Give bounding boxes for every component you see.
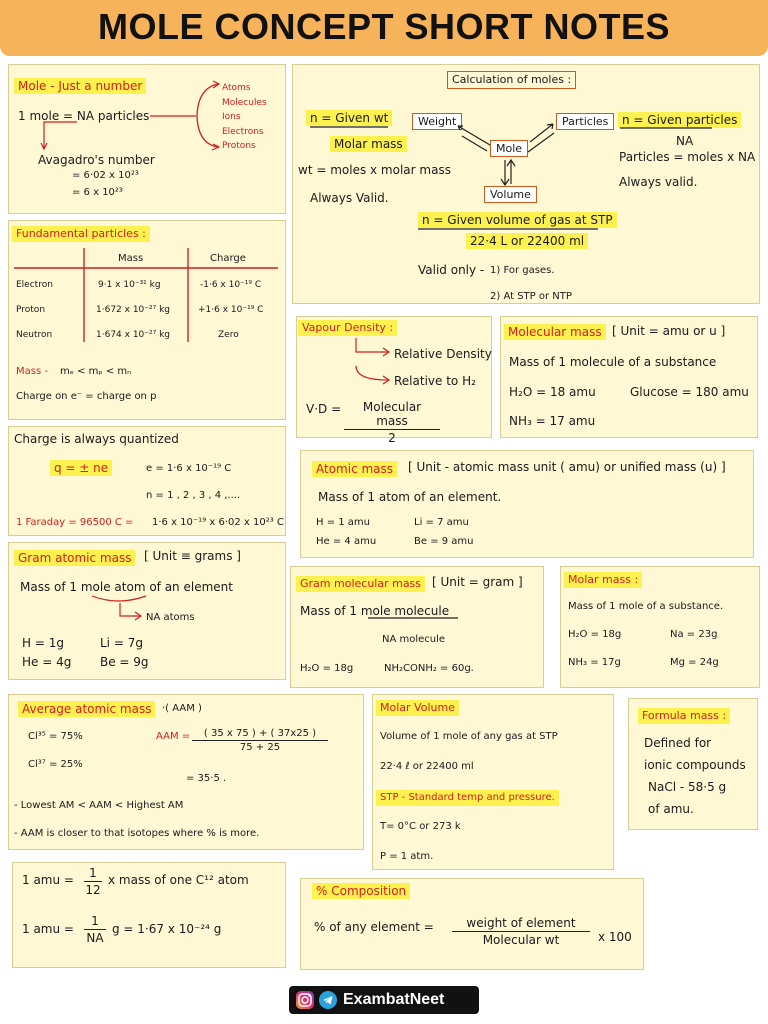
amu-line1-rhs: x mass of one C¹² atom bbox=[108, 873, 249, 887]
formula-mass-line3: NaCl - 58·5 g bbox=[648, 780, 727, 794]
vd-denominator: 2 bbox=[388, 431, 396, 445]
stp-pressure: P = 1 atm. bbox=[380, 851, 434, 862]
molar-volume-box bbox=[372, 694, 614, 870]
formula-mass-line4: of amu. bbox=[648, 802, 694, 816]
charge-heading: Charge is always quantized bbox=[14, 432, 179, 446]
amu-line2-num: 1 bbox=[84, 914, 106, 930]
charge-note: Charge on e⁻ = charge on p bbox=[16, 391, 157, 402]
percent-composition-heading: % Composition bbox=[312, 883, 410, 899]
always-valid-weight: Always Valid. bbox=[310, 191, 389, 205]
calculation-heading: Calculation of moles : bbox=[447, 71, 576, 89]
vd-formula-lhs: V·D = bbox=[306, 402, 342, 416]
row-proton-mass: 1·672 x 10⁻²⁷ kg bbox=[96, 305, 171, 315]
vd-relative-density: Relative Density bbox=[394, 347, 492, 361]
amu-line2-fraction bbox=[84, 914, 106, 945]
gram-molecular-mass-na: NA molecule bbox=[382, 634, 446, 645]
mass-order-label: Mass - bbox=[16, 366, 48, 377]
molar-mass-definition: Mass of 1 mole of a substance. bbox=[568, 601, 724, 612]
molar-mass-nh3: NH₃ = 17g bbox=[568, 657, 621, 668]
chlorine-37: Cl³⁷ = 25% bbox=[28, 759, 83, 770]
fundamental-heading: Fundamental particles : bbox=[12, 226, 150, 242]
gram-molecular-mass-heading: Gram molecular mass bbox=[296, 576, 425, 592]
gram-molecular-mass-definition: Mass of 1 mole molecule bbox=[300, 604, 450, 618]
aam-note-closer: - AAM is closer to that isotopes where % is more. bbox=[14, 828, 260, 839]
amu-line1-den: 12 bbox=[85, 883, 101, 897]
molecular-mass-h2o: H₂O = 18 amu bbox=[509, 385, 596, 399]
row-neutron-name: Neutron bbox=[16, 330, 53, 340]
gram-atomic-mass-h: H = 1g bbox=[22, 636, 64, 650]
amu-line1-fraction bbox=[84, 866, 102, 897]
weight-formula-num: n = Given wt bbox=[306, 110, 392, 126]
molecular-mass-nh3: NH₃ = 17 amu bbox=[509, 414, 596, 428]
column-charge: Charge bbox=[210, 253, 246, 264]
aam-denominator: 75 + 25 bbox=[239, 742, 281, 753]
avogadro-value-approx: = 6 x 10²³ bbox=[72, 187, 123, 198]
percent-composition-numerator: weight of element bbox=[452, 916, 590, 932]
page-title: MOLE CONCEPT SHORT NOTES bbox=[97, 6, 671, 47]
molar-mass-h2o: H₂O = 18g bbox=[568, 629, 622, 640]
particle-molecules: Molecules bbox=[222, 98, 267, 108]
atomic-mass-unit: [ Unit - atomic mass unit ( amu) or unified mass (u) ] bbox=[408, 460, 726, 474]
molecular-mass-glucose: Glucose = 180 amu bbox=[630, 385, 749, 399]
gas-formula-num: n = Given volume of gas at STP bbox=[418, 212, 617, 228]
amu-line1-num: 1 bbox=[84, 866, 102, 882]
gram-molecular-mass-h2o: H₂O = 18g bbox=[300, 663, 354, 674]
gram-atomic-mass-definition: Mass of 1 mole atom of an element bbox=[20, 580, 233, 594]
aam-note-range: - Lowest AM < AAM < Highest AM bbox=[14, 800, 184, 811]
condition-gases: 1) For gases. bbox=[490, 265, 555, 276]
gram-atomic-mass-be: Be = 9g bbox=[100, 655, 149, 669]
node-particles: Particles bbox=[556, 113, 614, 130]
particles-formula-den: NA bbox=[676, 134, 694, 148]
particle-ions: Ions bbox=[222, 112, 241, 122]
weight-formula-den: Molar mass bbox=[330, 136, 407, 152]
gram-molecular-mass-unit: [ Unit = gram ] bbox=[432, 575, 523, 589]
molar-volume-value: 22·4 ℓ or 22400 ml bbox=[380, 761, 474, 772]
condition-stp: 2) At STP or NTP bbox=[490, 291, 572, 302]
row-electron-name: Electron bbox=[16, 280, 53, 290]
always-valid-particles: Always valid. bbox=[619, 175, 698, 189]
mass-order-value: mₑ < mₚ < mₙ bbox=[60, 366, 132, 377]
molar-volume-heading: Molar Volume bbox=[376, 700, 459, 716]
node-weight: Weight bbox=[412, 113, 462, 130]
gram-atomic-mass-he: He = 4g bbox=[22, 655, 72, 669]
charge-q-formula: q = ± ne bbox=[50, 460, 112, 476]
vd-numerator: Molecular mass bbox=[344, 400, 440, 430]
row-electron-charge: -1·6 x 10⁻¹⁹ C bbox=[200, 280, 262, 290]
molar-mass-heading: Molar mass : bbox=[564, 572, 642, 588]
faraday-label: 1 Faraday = 96500 C = bbox=[16, 517, 134, 528]
aam-fraction bbox=[192, 728, 328, 753]
molar-mass-mg: Mg = 24g bbox=[670, 657, 719, 668]
weight-equation: wt = moles x molar mass bbox=[298, 163, 451, 177]
atomic-mass-h: H = 1 amu bbox=[316, 517, 371, 528]
molar-volume-definition: Volume of 1 mole of any gas at STP bbox=[380, 731, 558, 742]
mole-definition: 1 mole = NA particles bbox=[18, 109, 150, 123]
node-mole: Mole bbox=[490, 140, 528, 157]
charge-n-values: n = 1 , 2 , 3 , 4 ,.... bbox=[146, 490, 241, 501]
gram-molecular-mass-urea: NH₂CONH₂ = 60g. bbox=[384, 663, 474, 674]
stp-definition: STP - Standard temp and pressure. bbox=[376, 790, 559, 806]
amu-line2-den: NA bbox=[86, 931, 104, 945]
node-volume: Volume bbox=[484, 186, 537, 203]
atomic-mass-heading: Atomic mass bbox=[312, 461, 397, 477]
row-neutron-charge: Zero bbox=[218, 330, 239, 340]
aam-label: AAM = bbox=[156, 731, 191, 742]
faraday-value: 1·6 x 10⁻¹⁹ x 6·02 x 10²³ C bbox=[152, 517, 284, 528]
atomic-mass-be: Be = 9 amu bbox=[414, 536, 474, 547]
vapour-density-heading: Vapour Density : bbox=[298, 320, 397, 336]
brand-name: ExambatNeet bbox=[343, 991, 445, 1008]
telegram-icon bbox=[318, 990, 338, 1010]
percent-composition-lhs: % of any element = bbox=[314, 920, 434, 934]
gram-atomic-mass-li: Li = 7g bbox=[100, 636, 143, 650]
percent-composition-fraction bbox=[452, 916, 590, 947]
mole-heading: Mole - Just a number bbox=[14, 78, 146, 94]
amu-line1-lhs: 1 amu = bbox=[22, 873, 74, 887]
formula-mass-heading: Formula mass : bbox=[638, 708, 730, 724]
aam-result: = 35·5 . bbox=[186, 773, 227, 784]
stp-temperature: T= 0°C or 273 k bbox=[380, 821, 461, 832]
particles-equation: Particles = moles x NA bbox=[619, 150, 756, 164]
brand-badge[interactable] bbox=[289, 986, 479, 1014]
particle-protons: Protons bbox=[222, 141, 256, 151]
charge-e-value: e = 1·6 x 10⁻¹⁹ C bbox=[146, 463, 232, 474]
gas-formula-den: 22·4 L or 22400 ml bbox=[466, 233, 588, 249]
atomic-mass-he: He = 4 amu bbox=[316, 536, 377, 547]
molecular-mass-heading: Molecular mass bbox=[504, 324, 606, 340]
average-atomic-mass-abbr: ·( AAM ) bbox=[162, 703, 202, 714]
atomic-mass-li: Li = 7 amu bbox=[414, 517, 469, 528]
molecular-mass-unit: [ Unit = amu or u ] bbox=[612, 324, 726, 338]
particle-atoms: Atoms bbox=[222, 83, 251, 93]
atomic-mass-definition: Mass of 1 atom of an element. bbox=[318, 490, 502, 504]
instagram-icon bbox=[295, 990, 315, 1010]
amu-line2-lhs: 1 amu = bbox=[22, 922, 74, 936]
particles-formula-num: n = Given particles bbox=[618, 112, 741, 128]
avogadro-value-exact: = 6·02 x 10²³ bbox=[72, 170, 139, 181]
chlorine-35: Cl³⁵ = 75% bbox=[28, 731, 83, 742]
molar-mass-na: Na = 23g bbox=[670, 629, 718, 640]
percent-composition-rhs: x 100 bbox=[598, 930, 632, 944]
formula-mass-line1: Defined for bbox=[644, 736, 712, 750]
particle-electrons: Electrons bbox=[222, 127, 264, 137]
row-proton-charge: +1·6 x 10⁻¹⁹ C bbox=[198, 305, 264, 315]
row-neutron-mass: 1·674 x 10⁻²⁷ kg bbox=[96, 330, 171, 340]
column-mass: Mass bbox=[118, 253, 144, 264]
valid-only-label: Valid only - bbox=[418, 263, 485, 277]
amu-line2-rhs: g = 1·67 x 10⁻²⁴ g bbox=[112, 922, 222, 936]
average-atomic-mass-heading: Average atomic mass bbox=[18, 701, 155, 717]
formula-mass-line2: ionic compounds bbox=[644, 758, 746, 772]
percent-composition-denominator: Molecular wt bbox=[482, 933, 560, 947]
row-proton-name: Proton bbox=[16, 305, 46, 315]
vd-relative-to-h2: Relative to H₂ bbox=[394, 374, 476, 388]
gram-atomic-mass-heading: Gram atomic mass bbox=[14, 550, 135, 566]
avogadro-label: Avagadro's number bbox=[38, 153, 155, 167]
gram-atomic-mass-unit: [ Unit ≡ grams ] bbox=[144, 549, 241, 563]
aam-numerator: ( 35 x 75 ) + ( 37x25 ) bbox=[192, 728, 328, 741]
molecular-mass-definition: Mass of 1 molecule of a substance bbox=[509, 355, 717, 369]
row-electron-mass: 9·1 x 10⁻³¹ kg bbox=[98, 280, 161, 290]
gram-atomic-mass-na: NA atoms bbox=[146, 612, 195, 623]
